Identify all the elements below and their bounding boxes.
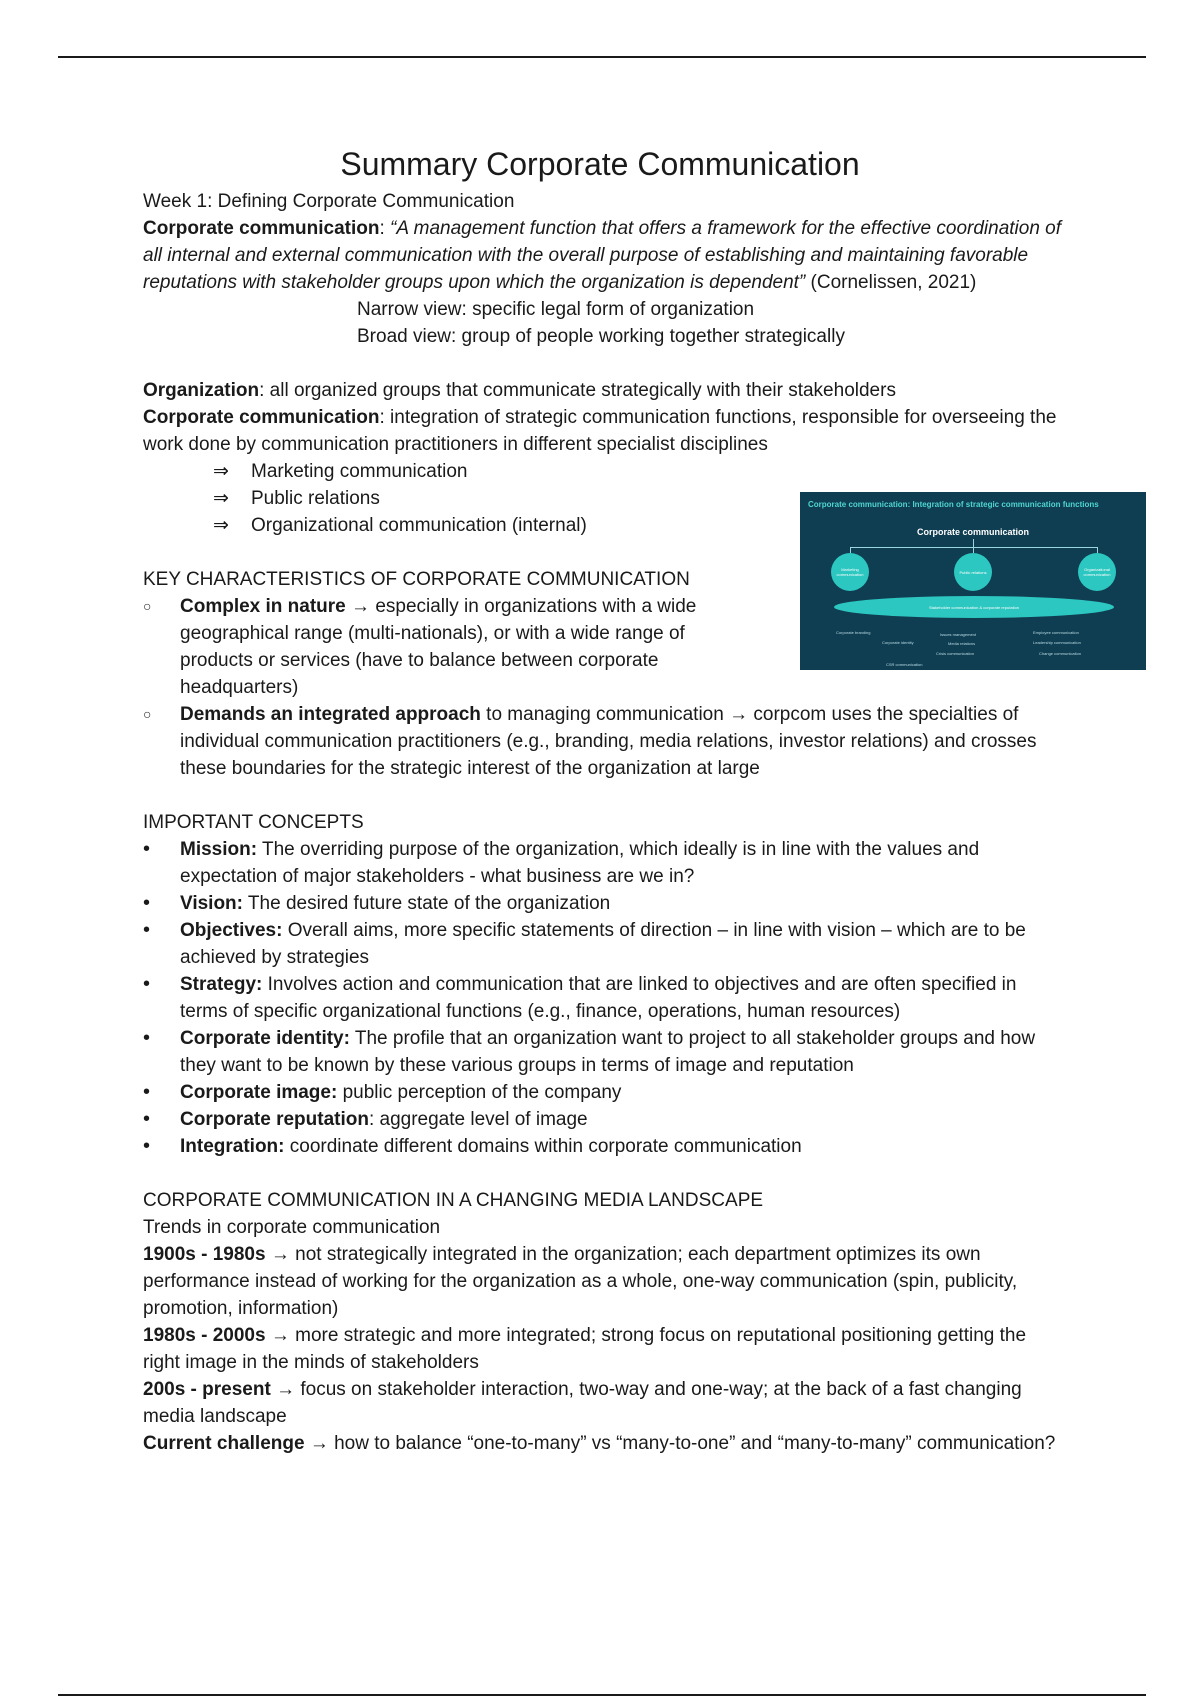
definition-paragraph: Corporate communication: “A management function that offers a framework for the effective coordination of all internal and external communication with the overall purpose of establishing and maintaining favorable reputations with stakeholder groups upon which the organization is dependent” (Cornelissen, 2021) bbox=[143, 218, 1062, 293]
diagram-label: Issues management bbox=[940, 632, 977, 637]
bullet-icon: • bbox=[143, 973, 151, 995]
trends-subheading: Trends in corporate communication bbox=[143, 1217, 441, 1238]
bullet-icon: • bbox=[143, 892, 151, 914]
implies-arrow-icon: ⇒ bbox=[213, 461, 229, 482]
list-item: ⇒ Marketing communication bbox=[213, 458, 1063, 485]
bullet-icon: • bbox=[143, 838, 151, 860]
trend-paragraph: 1900s - 1980s → not strategically integrated in the organization; each department optimizes its own performance instead of working for the organization as a whole, one-way communication (spin, publicity, promotion, information) bbox=[143, 1244, 1018, 1319]
trend-paragraph: 200s - present → focus on stakeholder interaction, two-way and one-way; at the back of a fast changing media landscape bbox=[143, 1379, 1022, 1427]
corporate-communication-diagram bbox=[800, 492, 1146, 670]
implies-arrow-icon: ⇒ bbox=[213, 515, 229, 536]
list-item: • Vision: The desired future state of the organization bbox=[143, 890, 1063, 917]
trend-paragraph: 1980s - 2000s → more strategic and more integrated; strong focus on reputational positioning getting the right image in the minds of stakeholders bbox=[143, 1325, 1027, 1373]
circle-bullet-icon: ○ bbox=[143, 706, 152, 722]
definition-term: Corporate communication bbox=[143, 218, 380, 239]
diagram-label: CSR communication bbox=[886, 662, 923, 667]
list-item: ○ Complex in nature → especially in organizations with a wide geographical range (multi-nationals), or with a wide range of products or services (have to balance between corporate headquarters) bbox=[143, 593, 1063, 701]
list-item: ○ Demands an integrated approach to managing communication → corpcom uses the specialties of individual communication practitioners (e.g., branding, media relations, investor relations) and crosses these boundaries for the strategic interest of the organization at large bbox=[143, 701, 1063, 782]
narrow-view: Narrow view: specific legal form of organization bbox=[357, 299, 755, 320]
organization-definition: Organization: all organized groups that communicate strategically with their stakeholders bbox=[143, 380, 896, 401]
corpcom-definition: Corporate communication: integration of strategic communication functions, responsible for overseeing the work done by communication practitioners in different specialist disciplines bbox=[143, 407, 1057, 455]
list-item: • Strategy: Involves action and communication that are linked to objectives and are often specified in terms of specific organizational functions (e.g., finance, operations, human resources) bbox=[143, 971, 1063, 1025]
bottom-rule bbox=[58, 1694, 1146, 1696]
diagram-label: Corporate identity bbox=[882, 640, 914, 645]
diagram-label: Corporate branding bbox=[836, 630, 871, 635]
list-item: • Corporate identity: The profile that an organization want to project to all stakeholder groups and how they want to be known by these various groups in terms of image and reputation bbox=[143, 1025, 1063, 1079]
broad-view: Broad view: group of people working together strategically bbox=[357, 326, 845, 347]
bullet-icon: • bbox=[143, 919, 151, 941]
week-heading: Week 1: Defining Corporate Communication bbox=[143, 191, 515, 212]
diagram-circle: Public relations bbox=[954, 553, 992, 591]
trend-paragraph: Current challenge → how to balance “one-to-many” vs “many-to-one” and “many-to-many” communication? bbox=[143, 1433, 1056, 1454]
bullet-icon: • bbox=[143, 1108, 151, 1130]
diagram-center-label: Corporate communication bbox=[916, 527, 1029, 537]
list-item: • Integration: coordinate different domains within corporate communication bbox=[143, 1133, 1063, 1160]
document-body bbox=[143, 188, 1063, 1457]
top-rule bbox=[58, 56, 1146, 58]
diagram-label: Media relations bbox=[948, 641, 976, 646]
bullet-icon: • bbox=[143, 1027, 151, 1049]
diagram-label: Crisis communication bbox=[936, 651, 975, 656]
list-item: • Objectives: Overall aims, more specific statements of direction – in line with vision – which are to be achieved by strategies bbox=[143, 917, 1063, 971]
diagram-circle: Organizational communication bbox=[1078, 553, 1116, 591]
diagram-label: Employee communication bbox=[1033, 630, 1079, 635]
important-concepts-heading: IMPORTANT CONCEPTS bbox=[143, 812, 364, 833]
key-characteristics-heading: KEY CHARACTERISTICS OF CORPORATE COMMUNICATION bbox=[143, 569, 690, 590]
circle-bullet-icon: ○ bbox=[143, 598, 152, 614]
list-item: • Mission: The overriding purpose of the organization, which ideally is in line with the values and expectation of major stakeholders - what business are we in? bbox=[143, 836, 1063, 890]
media-landscape-heading: CORPORATE COMMUNICATION IN A CHANGING MEDIA LANDSCAPE bbox=[143, 1190, 764, 1211]
bullet-icon: • bbox=[143, 1135, 151, 1157]
list-item: ⇒ Public relations bbox=[213, 485, 1063, 512]
bullet-icon: • bbox=[143, 1081, 151, 1103]
diagram-circle: Marketing communication bbox=[831, 553, 869, 591]
list-item: • Corporate image: public perception of the company bbox=[143, 1079, 1063, 1106]
concepts-list bbox=[143, 836, 1063, 1160]
diagram-ellipse: Stakeholder communication & corporate reputation bbox=[834, 596, 1114, 618]
list-item: ⇒ Organizational communication (internal) bbox=[213, 512, 1063, 539]
diagram-label: Change communication bbox=[1039, 651, 1082, 656]
diagram-connector bbox=[973, 539, 974, 547]
diagram-label: Leadership communication bbox=[1033, 640, 1081, 645]
definition-citation: (Cornelissen, 2021) bbox=[805, 272, 977, 293]
diagram-connector bbox=[850, 547, 1098, 548]
list-item: • Corporate reputation: aggregate level of image bbox=[143, 1106, 1063, 1133]
definition-quote: “A management function that offers a framework for the effective coordination of all internal and external communication with the overall purpose of establishing and maintaining favorable reputations with stakeholder groups upon which the organization is dependent” bbox=[143, 218, 1062, 293]
diagram-title: Corporate communication: Integration of strategic communication functions bbox=[808, 500, 1099, 509]
implies-arrow-icon: ⇒ bbox=[213, 488, 229, 509]
page-title: Summary Corporate Communication bbox=[340, 146, 860, 182]
